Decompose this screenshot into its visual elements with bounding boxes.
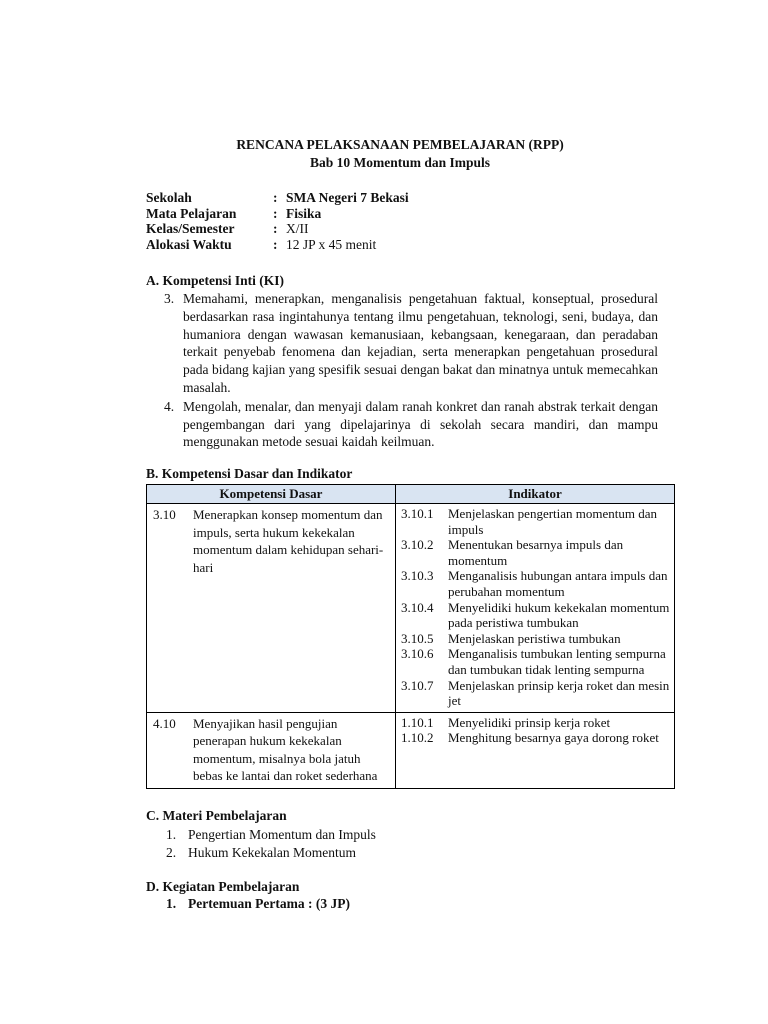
- section-c-heading: C. Materi Pembelajaran: [146, 808, 287, 823]
- info-value: 12 JP x 45 menit: [286, 236, 377, 252]
- section-b-heading: B. Kompetensi Dasar dan Indikator: [146, 466, 353, 481]
- indicator-code: 3.10.7: [401, 677, 434, 693]
- indicator-item: [400, 646, 670, 677]
- indicator-text: Menentukan besarnya impuls dan momentum: [448, 537, 624, 568]
- indicator-text: Menyelidiki hukum kekekalan momentum pada peristiwa tumbukan: [448, 599, 670, 631]
- indicator-text: Menjelaskan prinsip kerja roket dan mesin jet: [448, 677, 670, 709]
- core-competency-list: [164, 290, 658, 452]
- info-label: Kelas/Semester: [146, 221, 235, 236]
- info-value: SMA Negeri 7 Bekasi: [286, 190, 409, 205]
- indicator-item: [400, 568, 670, 599]
- list-text: Pengertian Momentum dan Impuls: [188, 827, 376, 842]
- document-title: RENCANA PELAKSANAAN PEMBELAJARAN (RPP): [236, 137, 564, 152]
- table-row: [147, 504, 675, 713]
- indicator-text: Menghitung besarnya gaya dorong roket: [448, 730, 659, 746]
- info-label: Alokasi Waktu: [146, 236, 232, 252]
- kd-code: 4.10: [153, 715, 176, 731]
- list-number: 3.: [164, 291, 175, 306]
- indicator-text: Menganalisis hubungan antara impuls dan perubahan momentum: [448, 568, 668, 599]
- info-colon: :: [273, 190, 278, 205]
- list-number: 4.: [164, 398, 175, 414]
- table-header-row: [147, 485, 675, 504]
- indicator-code: 1.10.1: [401, 714, 434, 730]
- kd-cell: [147, 712, 396, 788]
- info-colon: :: [273, 236, 278, 252]
- info-value: X/II: [286, 221, 309, 236]
- list-item: [166, 826, 376, 844]
- indicator-item: [400, 600, 670, 631]
- column-header-kd: Kompetensi Dasar: [147, 485, 396, 504]
- list-text: Mengolah, menalar, dan menyaji dalam ranah konkret dan ranah abstrak terkait dengan pengembangan dari yang dipelajarinya di sekolah secara mandiri, dan mampu menggunakan metode sesuai kaidah keilmuan.: [183, 398, 658, 450]
- list-item: [166, 844, 376, 862]
- indicator-item: [400, 631, 670, 647]
- indicator-code: 3.10.6: [401, 646, 434, 662]
- list-number: 2.: [166, 844, 177, 860]
- document-subtitle: Bab 10 Momentum dan Impuls: [309, 155, 491, 170]
- indicator-text: Menyelidiki prinsip kerja roket: [448, 714, 611, 730]
- kd-text: Menyajikan hasil pengujian penerapan hukum kekekalan momentum, misalnya bola jatuh bebas ke lantai dan roket sederhana: [193, 715, 378, 784]
- indicator-code: 3.10.4: [401, 599, 434, 615]
- info-colon: :: [273, 205, 278, 221]
- info-colon: :: [273, 221, 278, 236]
- indicator-cell: [396, 504, 675, 713]
- indicator-text: Menjelaskan pengertian momentum dan impuls: [448, 506, 658, 537]
- column-header-indicator: Indikator: [396, 485, 675, 504]
- table-row: [147, 712, 675, 788]
- indicator-item: [400, 506, 670, 537]
- info-label: Sekolah: [146, 190, 192, 205]
- info-label: Mata Pelajaran: [146, 205, 237, 221]
- indicator-item: [400, 678, 670, 709]
- indicator-item: [400, 537, 670, 568]
- indicator-code: 3.10.1: [401, 506, 434, 521]
- kd-cell: [147, 504, 396, 713]
- list-number: 1.: [166, 827, 177, 842]
- indicator-text: Menganalisis tumbukan lenting sempurna dan tumbukan tidak lenting sempurna: [448, 646, 666, 677]
- kd-text: Menerapkan konsep momentum dan impuls, serta hukum kekekalan momentum dalam kehidupan sehari-hari: [193, 507, 384, 575]
- info-value: Fisika: [286, 205, 322, 221]
- indicator-item: [400, 730, 670, 746]
- list-item: [164, 398, 658, 451]
- activity-item: [166, 896, 350, 912]
- list-item: [164, 290, 658, 397]
- indicator-text: Menjelaskan peristiwa tumbukan: [448, 630, 621, 646]
- competency-table: [146, 484, 675, 789]
- indicator-code: 3.10.5: [401, 630, 434, 646]
- indicator-code: 3.10.3: [401, 568, 434, 584]
- material-list: [166, 826, 376, 862]
- section-a-heading: A. Kompetensi Inti (KI): [146, 273, 284, 288]
- indicator-item: [400, 715, 670, 731]
- indicator-code: 1.10.2: [401, 730, 434, 746]
- indicator-cell: [396, 712, 675, 788]
- section-d-heading: D. Kegiatan Pembelajaran: [146, 879, 300, 894]
- kd-code: 3.10: [153, 507, 176, 522]
- list-text: Memahami, menerapkan, menganalisis pengetahuan faktual, konseptual, prosedural berdasarkan rasa ingintahunya tentang ilmu pengetahuan, teknologi, seni, budaya, dan humaniora dengan wawasan kemanusiaan, kebangsaan, kenegaraan, dan peradaban terkait penyebab fenomena dan kejadian, serta menerapkan pengetahuan prosedural pada bidang kajian yang spesifik sesuai dengan bakat dan minatnya untuk memecahkan masalah.: [183, 291, 658, 395]
- indicator-code: 3.10.2: [401, 537, 434, 553]
- list-text: Hukum Kekekalan Momentum: [188, 844, 356, 860]
- list-number: 1.: [166, 896, 177, 911]
- list-text: Pertemuan Pertama : (3 JP): [188, 896, 350, 911]
